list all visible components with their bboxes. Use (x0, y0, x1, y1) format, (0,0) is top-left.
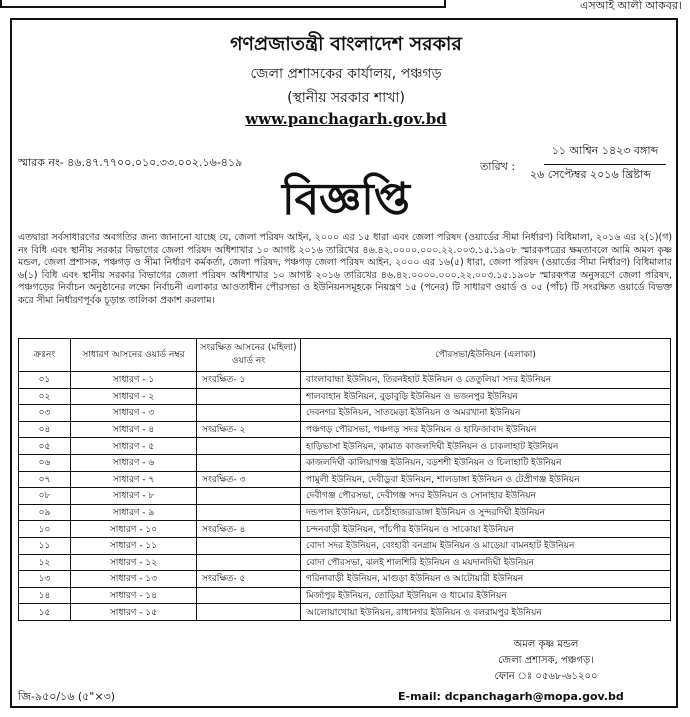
header-reserved: সংরক্ষিত আসনের (মহিলা) ওয়ার্ড নং (197, 339, 301, 372)
table-row (19, 537, 671, 554)
branch-name: (স্থানীয় সরকার শাখা) (287, 90, 405, 106)
cell-area: দেবনগর ইউনিয়ন, সাতমেড়া ইউনিয়ন ও অমরখানা ইউনিয়ন (301, 405, 671, 422)
cell-general-ward: সাধারণ - ৩ (71, 405, 197, 422)
cell-general-ward: সাধারণ - ১৩ (71, 571, 197, 588)
cell-area: হাড়িভাসা ইউনিয়ন, কামাত কাজলদিঘী ইউনিয়ন ও চাকলাহাট ইউনিয়ন (301, 438, 671, 455)
notice-frame (10, 18, 678, 708)
notice-body: এতদ্বারা সর্বসাধারণের অবগতির জন্য জানানো যাচ্ছে যে, জেলা পরিষদ আইন, ২০০০ এর ১৫ ধারা এবং জেলা পরিষদ (ওয়ার্ডের সীমা নির্ধারণ) বিধিমালা, ২০১৬ এর ২(১)(গ) নং বিধি এবং স্থানীয় সরকার বিভাগের জেলা পরিষদ অধিশাখার ১০ আগষ্ট ২০১৬ তারিখের ৪৬.৪২.০০০০.০০০.২২.০০৩.১৫.১৯০৮ স্মারকপত্রের ক্ষমতাবলে আমি অমল কৃষ্ণ মন্ডল, জেলা প্রশাসক, পঞ্চগড় ও সীমা নির্ধারণ কর্মকর্তা, জেলা পরিষদ, পঞ্চগড় জেলা পরিষদ আইন, ২০০০ এর ১৬(৫) ধারা, জেলা পরিষদ (ওয়ার্ডের সীমা নির্ধারণ) বিধিমালার ৬(১) বিধি এবং স্থানীয় সরকার বিভাগের জেলা পরিষদ অধিশাখার ১০ আগষ্ট ২০১৬ তারিখের ৪৬.৪২.০০০০.০০০.২২.০০৩.১৫.১৯০৮ স্মারকপত্র অনুসরণে জেলা পরিষদ, পঞ্চগড়ের নির্বাচন অনুষ্ঠানের লক্ষ্যে নির্বাচনী এলাকার আওতাধীন পৌরসভা ও ইউনিয়নসমূহকে নিয়ন্ত্রণ ১৫ (পনের) টি সাধারণ ওয়ার্ড ও ০৫ (পাঁচ) টি সংরক্ষিত ওয়ার্ডে বিভক্ত করে সীমা নির্ধারণপূর্বক চূড়ান্ত তালিকা প্রকাশ করলাম। (18, 232, 672, 306)
cell-reserved-ward (197, 554, 301, 571)
cell-area: গরিনাবাড়ী ইউনিয়ন, মাগুড়া ইউনিয়ন ও আটোয়ারী ইউনিয়ন (301, 571, 671, 588)
notice-title: বিজ্ঞপ্তি (282, 174, 410, 225)
cell-reserved-ward: সংরক্ষিত- ৫ (197, 571, 301, 588)
cell-serial: ০৬ (19, 454, 71, 471)
cell-area: আলোয়াখোয়া ইউনিয়ন, রাধানগর ইউনিয়ন ও বলরামপুর ইউনিয়ন (301, 604, 671, 621)
table-row (19, 405, 671, 422)
cell-serial: ১০ (19, 521, 71, 538)
table-row (19, 438, 671, 455)
table-row (19, 504, 671, 521)
cell-serial: ০২ (19, 388, 71, 405)
website-line (12, 110, 680, 128)
cell-general-ward: সাধারণ - ৮ (71, 488, 197, 505)
cell-area: দন্ডপাল ইউনিয়ন, চেংঠীহাজরাডাঙ্গা ইউনিয়ন ও সুন্দরদিঘী ইউনিয়ন (301, 504, 671, 521)
cell-area: পঞ্চগড় পৌরসভা, পঞ্চগড় সদর ইউনিয়ন ও হাফিজাবাদ ইউনিয়ন (301, 421, 671, 438)
date-label: তারিখ : (480, 160, 516, 173)
cell-serial: ০৮ (19, 488, 71, 505)
table-row (19, 554, 671, 571)
cell-area: বাংলাবান্ধা ইউনিয়ন, তিরনইহাট ইউনিয়ন ও তেতুলিয়া সদর ইউনিয়ন (301, 372, 671, 389)
cell-general-ward: সাধারণ - ২ (71, 388, 197, 405)
office-name: জেলা প্রশাসকের কার্যালয়, পঞ্চগড় (250, 66, 442, 82)
cell-serial: ০৩ (19, 405, 71, 422)
government-title: গণপ্রজাতন্ত্রী বাংলাদেশ সরকার (230, 33, 462, 55)
cell-area: শালবাহান ইউনিয়ন, বুড়াবুড়ি ইউনিয়ন ও ভজনপুর ইউনিয়ন (301, 388, 671, 405)
ward-rows (19, 372, 671, 621)
cell-serial: ১১ (19, 537, 71, 554)
cell-general-ward: সাধারণ - ৯ (71, 504, 197, 521)
ward-table (18, 338, 671, 621)
header-general: সাধারণ আসনের ওয়ার্ড নম্বর (71, 339, 197, 372)
cell-reserved-ward (197, 454, 301, 471)
cell-general-ward: সাধারণ - ১৪ (71, 587, 197, 604)
website-link[interactable]: www.panchagarh.gov.bd (245, 110, 447, 128)
table-row (19, 372, 671, 389)
cell-area: দেবীগঞ্জ পৌরসভা, দেবীগঞ্জ সদর ইউনিয়ন ও সোনাহার ইউনিয়ন (301, 488, 671, 505)
memo-number: স্মারক নং- ৪৬.৪৭.৭৭০০.০১০.৩৩.০০২.১৬-৪১৯ (18, 156, 243, 169)
signatory-name: অমল কৃষ্ণ মন্ডল (513, 639, 579, 650)
table-row (19, 521, 671, 538)
table-row (19, 571, 671, 588)
previous-notice-border (0, 0, 446, 8)
table-row (19, 421, 671, 438)
cell-general-ward: সাধারণ - ১০ (71, 521, 197, 538)
cell-general-ward: সাধারণ - ১ (71, 372, 197, 389)
cell-general-ward: সাধারণ - ৭ (71, 471, 197, 488)
table-row (19, 471, 671, 488)
print-reference: জি-৯৫০/১৬ (৫"×৩) (18, 690, 116, 703)
header-area: পৌরসভা/ইউনিয়ন (এলাকা) (301, 339, 671, 372)
cell-reserved-ward (197, 488, 301, 505)
cell-reserved-ward: সংরক্ষিত- ৪ (197, 521, 301, 538)
cell-serial: ০৯ (19, 504, 71, 521)
signatory-phone: ফোন ঃ ০৫৬৮-৬১২০০ (494, 671, 598, 682)
cell-reserved-ward (197, 587, 301, 604)
cell-reserved-ward: সংরক্ষিত- ৩ (197, 471, 301, 488)
table-row (19, 488, 671, 505)
cell-serial: ১৪ (19, 587, 71, 604)
cell-reserved-ward (197, 604, 301, 621)
cell-general-ward: সাধারণ - ১১ (71, 537, 197, 554)
cell-area: চন্দনবাড়ী ইউনিয়ন, পাঁচপীর ইউনিয়ন ও সাকোয়া ইউনিয়ন (301, 521, 671, 538)
cell-general-ward: সাধারণ - ১৫ (71, 604, 197, 621)
table-row (19, 604, 671, 621)
cell-general-ward: সাধারণ - ৪ (71, 421, 197, 438)
table-row (19, 587, 671, 604)
date-bengali: ১১ আশ্বিন ১৪২৩ বঙ্গাব্দ (544, 142, 666, 165)
cell-area: বোদা পৌরসভা, ঝলই শালশিরি ইউনিয়ন ও ময়দানদিঘী ইউনিয়ন (301, 554, 671, 571)
signatory-email[interactable]: E-mail: dcpanchagarh@mopa.gov.bd (398, 690, 624, 703)
cell-serial: ০৫ (19, 438, 71, 455)
cell-area: বোদা সদর ইউনিয়ন, বেংহারী বনগ্রাম ইউনিয়ন ও মাড়েয়া বামনহাট ইউনিয়ন (301, 537, 671, 554)
table-row (19, 454, 671, 471)
cell-serial: ০১ (19, 372, 71, 389)
cell-area: মির্জাপুর ইউনিয়ন, তোড়িয়া ইউনিয়ন ও ধামোর ইউনিয়ন (301, 587, 671, 604)
signatory-title: জেলা প্রশাসক, পঞ্চগড়। (498, 655, 594, 666)
header-serial: ক্রঃনং (19, 339, 71, 372)
cell-serial: ০৭ (19, 471, 71, 488)
top-right-text: এসআই আলী আকবর। (580, 0, 682, 12)
cell-general-ward: সাধারণ - ১২ (71, 554, 197, 571)
table-row (19, 388, 671, 405)
cell-reserved-ward (197, 388, 301, 405)
cell-serial: ১২ (19, 554, 71, 571)
top-strip (0, 0, 690, 18)
table-header-row (19, 339, 671, 372)
cell-general-ward: সাধারণ - ৬ (71, 454, 197, 471)
cell-serial: ১৩ (19, 571, 71, 588)
cell-reserved-ward (197, 537, 301, 554)
cell-reserved-ward (197, 504, 301, 521)
cell-area: কাজলদিঘী কালিয়াগঞ্জ ইউনিয়ন, বড়শশী ইউনিয়ন ও চিলাহাটি ইউনিয়ন (301, 454, 671, 471)
cell-serial: ১৫ (19, 604, 71, 621)
cell-reserved-ward (197, 438, 301, 455)
cell-serial: ০৪ (19, 421, 71, 438)
cell-general-ward: সাধারণ - ৫ (71, 438, 197, 455)
cell-reserved-ward (197, 405, 301, 422)
cell-reserved-ward: সংরক্ষিত- ১ (197, 372, 301, 389)
date-english: ২৬ সেপ্টেম্বর ২০১৬ খ্রিষ্টাব্দ (530, 168, 651, 181)
cell-reserved-ward: সংরক্ষিত- ২ (197, 421, 301, 438)
cell-area: পামুলী ইউনিয়ন, দেবীডুবা ইউনিয়ন, শালডাঙ্গা ইউনিয়ন ও টেপ্রীগঞ্জ ইউনিয়ন (301, 471, 671, 488)
